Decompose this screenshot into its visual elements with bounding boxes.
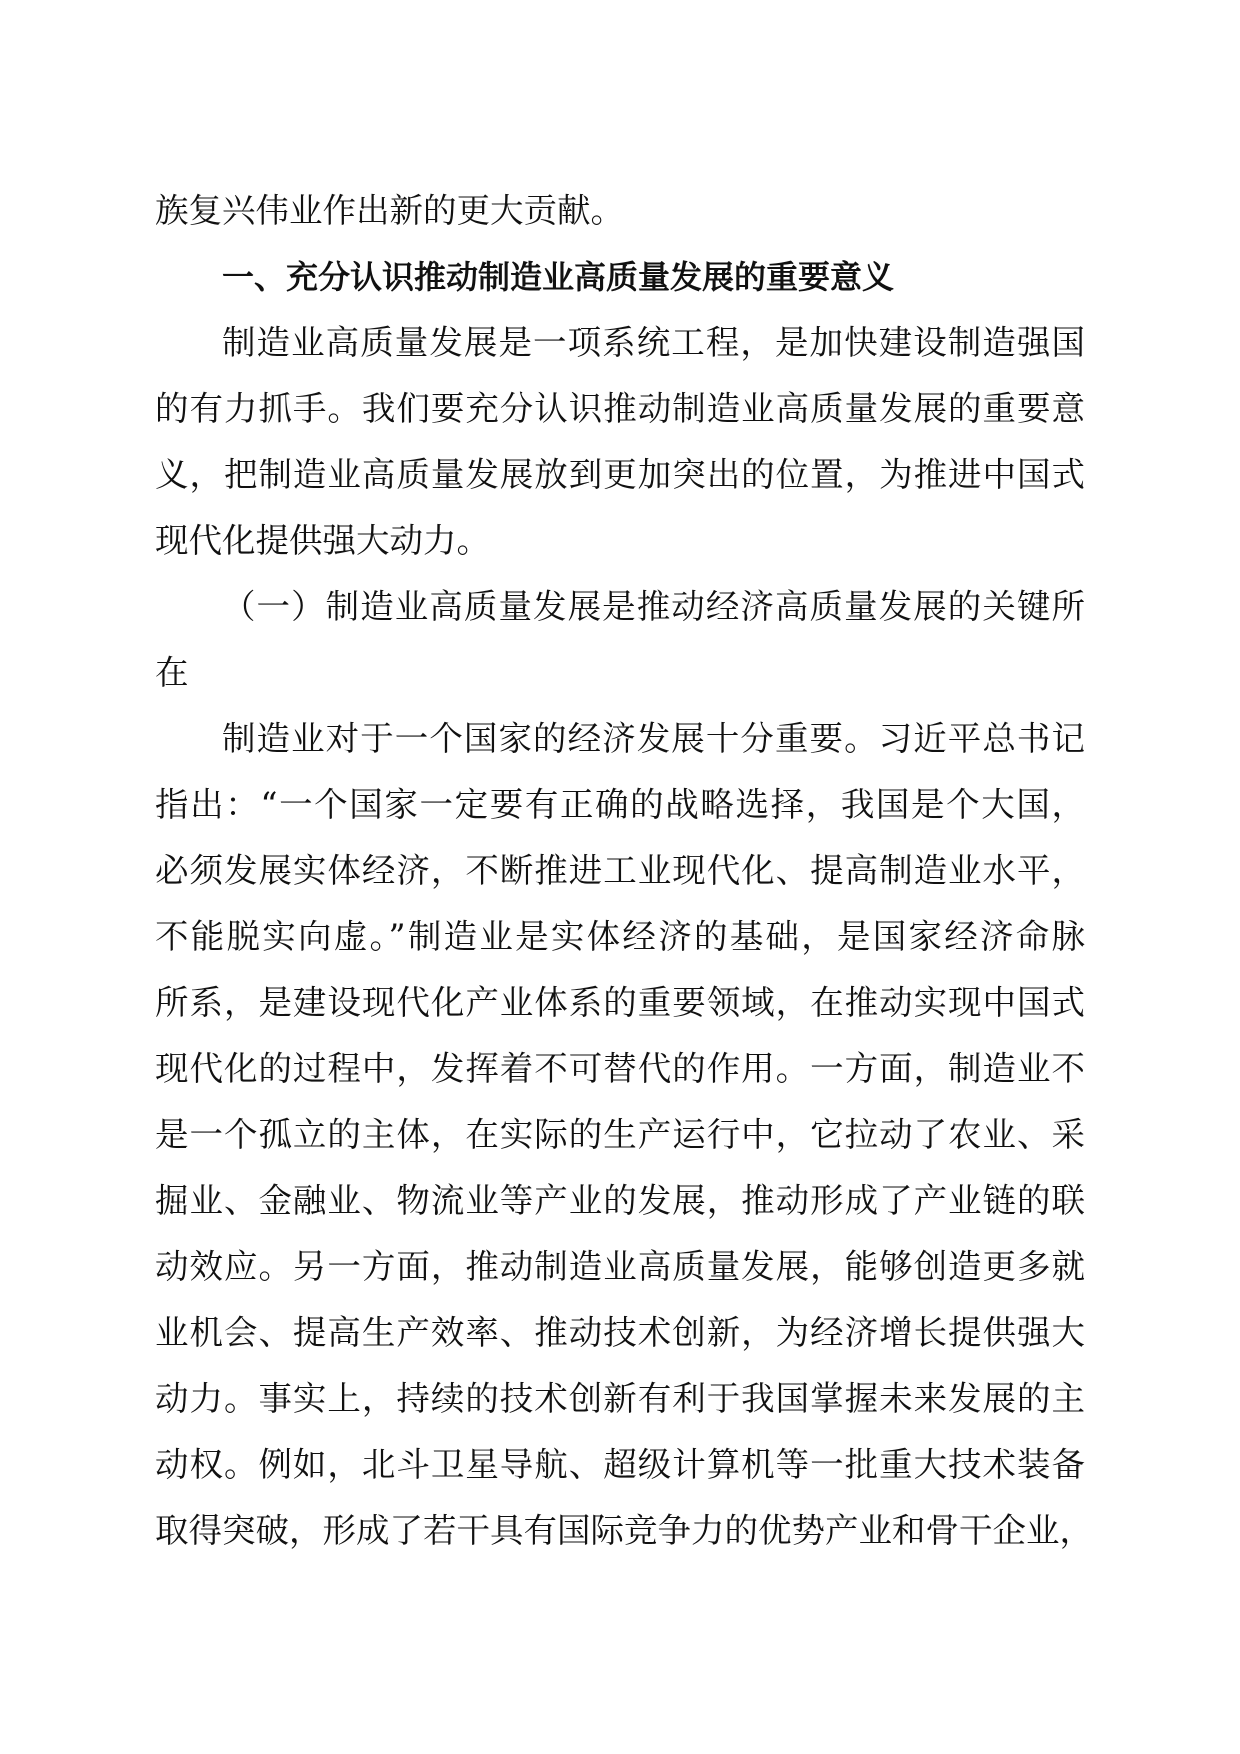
paragraph-1-line-1: 制造业高质量发展是一项系统工程，是加快建设制造强国 (222, 323, 1085, 362)
paragraph-2-line-4: 不能脱实向虚。”制造业是实体经济的基础，是国家经济命脉 (155, 917, 1085, 956)
subsection-heading-1-line-1: （一）制造业高质量发展是推动经济高质量发展的关键所 (222, 587, 1085, 626)
paragraph-2-line-11: 动力。事实上，持续的技术创新有利于我国掌握未来发展的主 (155, 1379, 1085, 1418)
paragraph-2-line-2: 指出：“一个国家一定要有正确的战略选择，我国是个大国， (155, 785, 1085, 824)
paragraph-2-line-10: 业机会、提高生产效率、推动技术创新，为经济增长提供强大 (155, 1313, 1085, 1352)
paragraph-2-line-6: 现代化的过程中，发挥着不可替代的作用。一方面，制造业不 (155, 1049, 1085, 1088)
paragraph-1-line-4: 现代化提供强大动力。 (155, 521, 490, 560)
paragraph-1-line-3: 义，把制造业高质量发展放到更加突出的位置，为推进中国式 (155, 455, 1085, 494)
section-heading-1: 一、充分认识推动制造业高质量发展的重要意义 (222, 258, 895, 296)
paragraph-2-line-12: 动权。例如，北斗卫星导航、超级计算机等一批重大技术装备 (155, 1445, 1085, 1484)
subsection-heading-1-line-2: 在 (155, 653, 189, 692)
paragraph-2-line-8: 掘业、金融业、物流业等产业的发展，推动形成了产业链的联 (155, 1181, 1085, 1220)
paragraph-2-line-9: 动效应。另一方面，推动制造业高质量发展，能够创造更多就 (155, 1247, 1085, 1286)
paragraph-continuation-line: 族复兴伟业作出新的更大贡献。 (155, 191, 624, 230)
paragraph-2-line-3: 必须发展实体经济，不断推进工业现代化、提高制造业水平， (155, 851, 1085, 890)
paragraph-2-line-1: 制造业对于一个国家的经济发展十分重要。习近平总书记 (222, 719, 1085, 758)
paragraph-2-line-5: 所系，是建设现代化产业体系的重要领域，在推动实现中国式 (155, 983, 1085, 1022)
paragraph-2-line-7: 是一个孤立的主体，在实际的生产运行中，它拉动了农业、采 (155, 1115, 1085, 1154)
paragraph-2-line-13: 取得突破，形成了若干具有国际竞争力的优势产业和骨干企业， (155, 1511, 1093, 1550)
paragraph-1-line-2: 的有力抓手。我们要充分认识推动制造业高质量发展的重要意 (155, 389, 1085, 428)
